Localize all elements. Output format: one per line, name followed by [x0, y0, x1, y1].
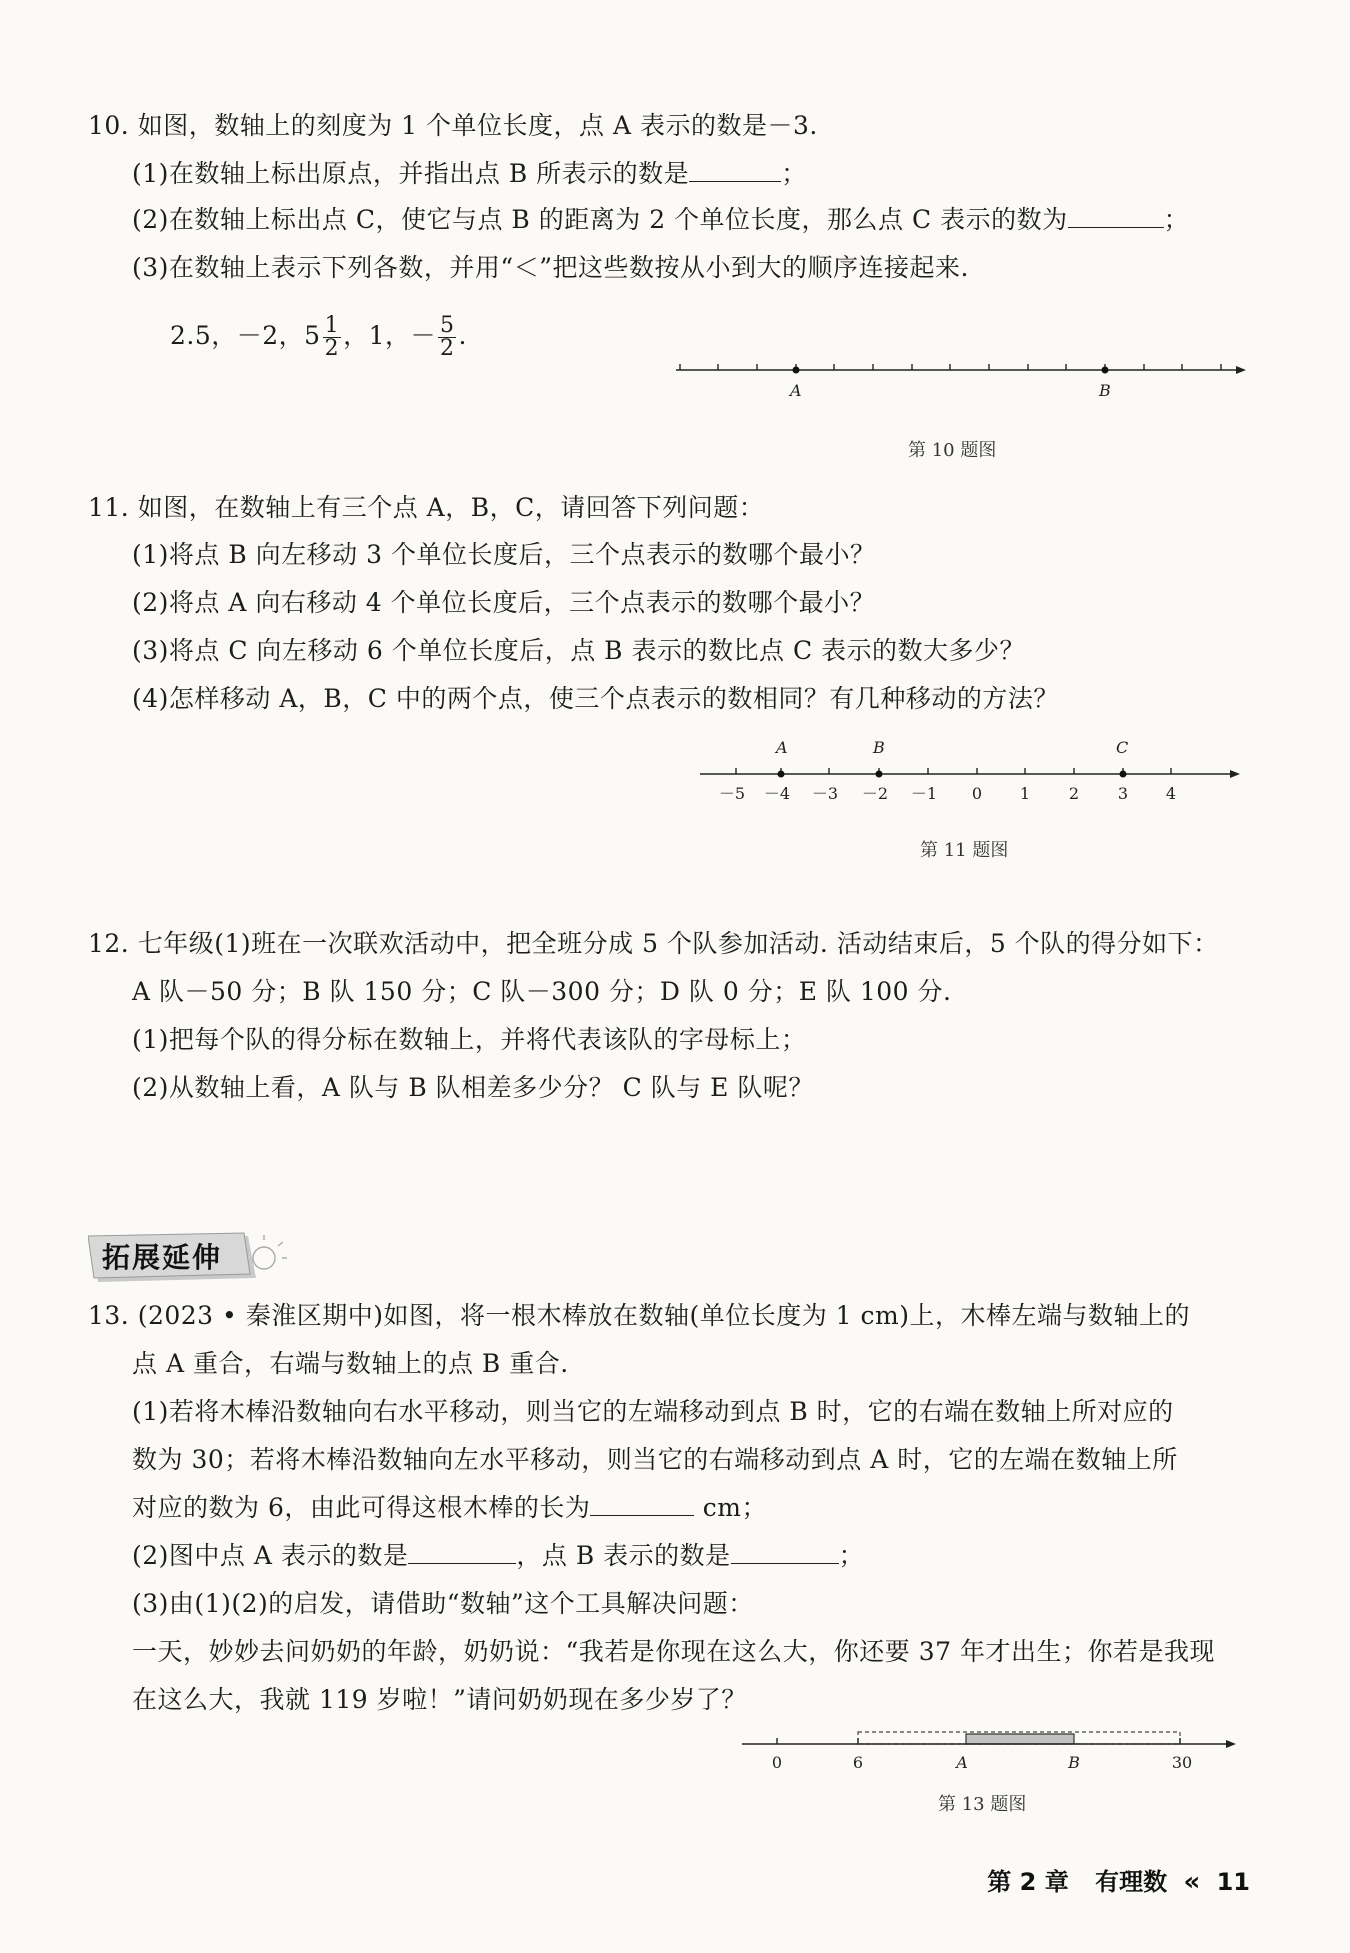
- q13-part3: (3)由(1)(2)的启发，请借助“数轴”这个工具解决问题：: [132, 1589, 754, 1618]
- q12-stem: 12. 七年级(1)班在一次联欢活动中，把全班分成 5 个队参加活动. 活动结束后，5 个队的得分如下：: [88, 929, 1219, 958]
- q13-story-line1: 一天，妙妙去问奶奶的年龄，奶奶说：“我若是你现在这么大，你还要 37 年才出生；你若是我现: [132, 1637, 1215, 1666]
- q10-point-b: [1102, 367, 1109, 374]
- q10-fraction-half: $\frac{1}{2}$: [324, 313, 340, 361]
- q13-point-b-blank[interactable]: [731, 1541, 839, 1564]
- q10-point-a: [793, 367, 800, 374]
- q12-scores: A 队－50 分；B 队 150 分；C 队－300 分；D 队 0 分；E 队 100 分.: [132, 977, 952, 1006]
- q10-numbers-a: 2.5，－2，5: [170, 321, 321, 350]
- q10-part1: [132, 156, 807, 192]
- q11-ticks: [736, 768, 1171, 774]
- q11-label-a: A: [776, 738, 788, 757]
- q13-part2-end: ；: [838, 1541, 865, 1570]
- q11-tick-label: 1: [1019, 784, 1031, 803]
- q11-tick-label: －3: [811, 784, 839, 803]
- q13-part2-text-b: ，点 B 表示的数是: [516, 1541, 731, 1570]
- q10-part1-blank[interactable]: [689, 159, 781, 182]
- q11-point-c: [1120, 771, 1127, 778]
- q13-stick-length-blank[interactable]: [590, 1493, 694, 1516]
- footer-chapter: 第 2 章: [987, 1868, 1069, 1896]
- q13-label-six: 6: [852, 1753, 864, 1772]
- q13-story-line2: 在这么大，我就 119 岁啦！”请问奶奶现在多少岁了？: [132, 1685, 747, 1714]
- q13-figure-caption: 第 13 题图: [938, 1794, 1027, 1815]
- q10-part3: (3)在数轴上表示下列各数，并用“＜”把这些数按从小到大的顺序连接起来.: [132, 253, 969, 282]
- q13-part2: [132, 1538, 864, 1574]
- page-number: 11: [1216, 1868, 1250, 1896]
- q13-label-thirty: 30: [1171, 1753, 1193, 1772]
- q11-figure-caption: 第 11 题图: [920, 840, 1009, 861]
- footer-chapter-title: 有理数: [1095, 1868, 1168, 1896]
- q10-fraction-five-halves: $\frac{5}{2}$: [439, 313, 455, 361]
- q13-part2-text-a: (2)图中点 A 表示的数是: [132, 1541, 409, 1570]
- q11-tick-label: －4: [763, 784, 791, 803]
- q11-label-b: B: [873, 738, 885, 757]
- q13-part1-line3-end: cm；: [694, 1493, 768, 1522]
- q10-numbers-end: .: [458, 321, 467, 350]
- q10-part1-text: (1)在数轴上标出原点，并指出点 B 所表示的数是: [132, 159, 690, 188]
- q11-point-a: [778, 771, 785, 778]
- q13-label-b: B: [1068, 1753, 1080, 1772]
- section-banner-extension: [88, 1230, 288, 1286]
- q10-axis-arrow: [1236, 366, 1246, 374]
- q11-tick-label: －5: [718, 784, 746, 803]
- q11-number-line-figure: [696, 736, 1246, 810]
- q13-part1-line2: 数为 30；若将木棒沿数轴向左水平移动，则当它的右端移动到点 A 时，它的左端在数轴上所: [132, 1445, 1178, 1474]
- q10-label-b: B: [1099, 381, 1111, 400]
- q13-wooden-stick: [966, 1734, 1074, 1744]
- q11-point-b: [876, 771, 883, 778]
- q13-axis-arrow: [1226, 1740, 1236, 1748]
- q10-numbers-b: ，1，－: [343, 321, 436, 350]
- page-footer: [987, 1862, 1250, 1897]
- double-chevron-left-icon: «: [1183, 1867, 1201, 1897]
- q11-part4: (4)怎样移动 A，B，C 中的两个点，使三个点表示的数相同？有几种移动的方法？: [132, 684, 1059, 713]
- q13-stem-line1: 13. (2023 • 秦淮区期中)如图，将一根木棒放在数轴(单位长度为 1 cm)上，木棒左端与数轴上的: [88, 1301, 1190, 1330]
- q11-tick-label: －2: [861, 784, 889, 803]
- q10-label-a: A: [790, 381, 802, 400]
- q13-label-zero: 0: [771, 1753, 783, 1772]
- q11-part3: (3)将点 C 向左移动 6 个单位长度后，点 B 表示的数比点 C 表示的数大多少？: [132, 636, 1026, 665]
- q11-tick-label: 2: [1068, 784, 1080, 803]
- lightbulb-icon: [253, 1247, 275, 1269]
- q13-part1-line3: [132, 1490, 767, 1526]
- q11-label-c: C: [1116, 738, 1129, 757]
- q11-part1: (1)将点 B 向左移动 3 个单位长度后，三个点表示的数哪个最小？: [132, 540, 876, 569]
- q11-tick-label: 0: [971, 784, 983, 803]
- q13-part1-line3-text: 对应的数为 6，由此可得这根木棒的长为: [132, 1493, 591, 1522]
- q11-stem: 11. 如图，在数轴上有三个点 A，B，C，请回答下列问题：: [88, 493, 765, 522]
- q10-number-line-figure: [670, 352, 1250, 412]
- q10-ticks: [680, 364, 1221, 370]
- section-title: 拓展延伸: [102, 1241, 223, 1274]
- q13-stem-line2: 点 A 重合，右端与数轴上的点 B 重合.: [132, 1349, 569, 1378]
- q10-part2-text: (2)在数轴上标出点 C，使它与点 B 的距离为 2 个单位长度，那么点 C 表示的数为: [132, 205, 1068, 234]
- q10-part2-blank[interactable]: [1068, 205, 1164, 228]
- q11-part2: (2)将点 A 向右移动 4 个单位长度后，三个点表示的数哪个最小？: [132, 588, 876, 617]
- q13-point-a-blank[interactable]: [408, 1541, 516, 1564]
- q13-number-line-figure: [736, 1722, 1246, 1782]
- q11-tick-label: 4: [1165, 784, 1177, 803]
- q12-part2: (2)从数轴上看，A 队与 B 队相差多少分？ C 队与 E 队呢？: [132, 1073, 814, 1102]
- q10-part2: [132, 202, 1189, 238]
- q10-part2-end: ；: [1163, 205, 1190, 234]
- q12-part1: (1)把每个队的得分标在数轴上，并将代表该队的字母标上；: [132, 1025, 807, 1054]
- q10-figure-caption: 第 10 题图: [908, 440, 997, 461]
- q11-tick-labels: [719, 784, 1176, 803]
- q11-tick-label: －1: [910, 784, 938, 803]
- q11-axis-arrow: [1230, 770, 1240, 778]
- q11-tick-label: 3: [1117, 784, 1129, 803]
- q13-part1-line1: (1)若将木棒沿数轴向右水平移动，则当它的左端移动到点 B 时，它的右端在数轴上所对应的: [132, 1397, 1174, 1426]
- q13-label-a: A: [956, 1753, 968, 1772]
- q10-number-list: [170, 312, 467, 360]
- q10-part1-end: ；: [781, 159, 807, 188]
- q10-stem: 10. 如图，数轴上的刻度为 1 个单位长度，点 A 表示的数是－3.: [88, 111, 818, 140]
